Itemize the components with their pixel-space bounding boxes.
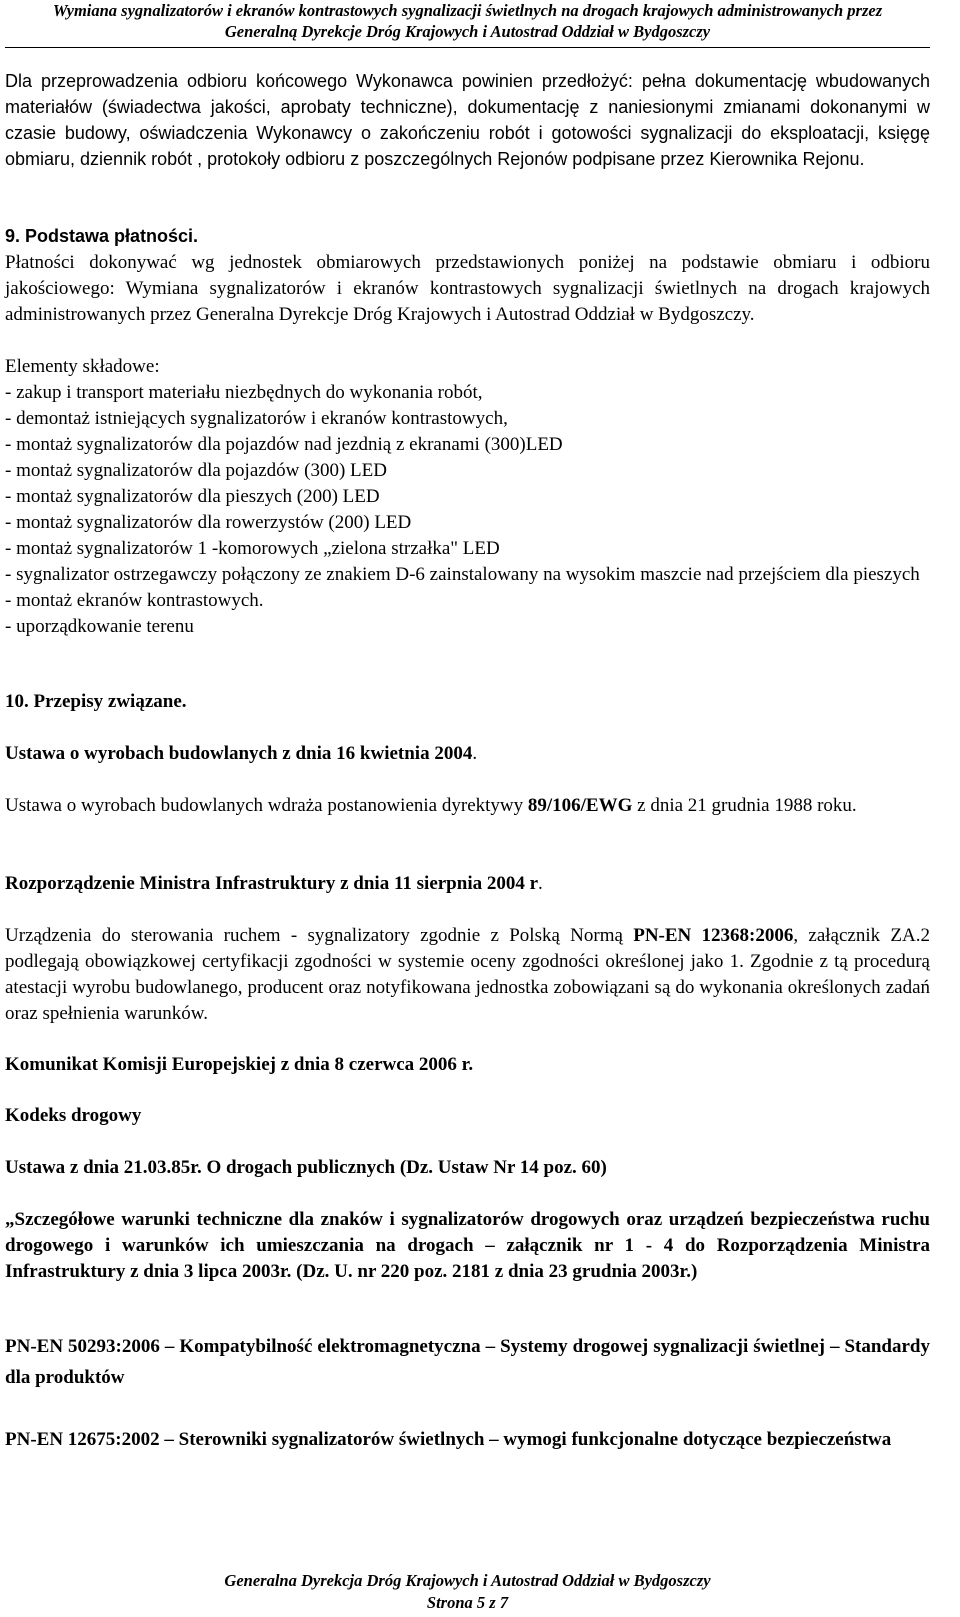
ustawa-text-a: Ustawa o wyrobach budowlanych wdraża postanowienia dyrektywy — [5, 795, 528, 816]
ustawa-1985-title: Ustawa z dnia 21.03.85r. O drogach publicznych (Dz. Ustaw Nr 14 poz. 60) — [5, 1157, 607, 1178]
elements-list — [5, 380, 930, 640]
pn-en-12675: PN-EN 12675:2002 – Sterowniki sygnalizatorów świetlnych – wymogi funkcjonalne dotyczące bezpieczeństwa — [5, 1429, 892, 1450]
header-divider — [5, 47, 930, 48]
section-9-paragraph: Płatności dokonywać wg jednostek obmiarowych przedstawionych poniżej na podstawie obmiaru i odbioru jakościowego: Wymiana sygnalizatorów i ekranów kontrastowych sygnalizacji świetlnych na drogach krajowych administrowanych przez Generalna Dyrekcje Dróg Krajowych i Autostrad Oddział w Bydgoszczy. — [5, 252, 930, 325]
header-line-1: Wymiana sygnalizatorów i ekranów kontrastowych sygnalizacji świetlnych na drogach krajowych administrowanych przez — [52, 1, 883, 20]
list-item: - montaż sygnalizatorów dla pojazdów nad jezdnią z ekranami (300)LED — [5, 434, 563, 455]
list-item: - sygnalizator ostrzegawczy połączony ze znakiem D-6 zainstalowany na wysokim maszcie nad przejściem dla pieszych — [5, 564, 920, 585]
ustawa-title-text: Ustawa o wyrobach budowlanych z dnia 16 kwietnia 2004 — [5, 743, 473, 764]
elements-label: Elementy składowe: — [5, 356, 160, 377]
urzadzenia-text-a: Urządzenia do sterowania ruchem - sygnalizatory zgodnie z Polską Normą — [5, 925, 634, 946]
list-item: - montaż sygnalizatorów dla pojazdów (300) LED — [5, 460, 387, 481]
directive-code: 89/106/EWG — [527, 795, 633, 816]
section-9-heading: 9. Podstawa płatności. — [5, 226, 199, 246]
section-10-heading: 10. Przepisy związane. — [5, 691, 187, 712]
ustawa-paragraph — [5, 793, 930, 819]
header-line-2: Generalną Dyrekcje Dróg Krajowych i Autostrad Oddział w Bydgoszczy — [224, 22, 711, 41]
kodeks-title: Kodeks drogowy — [5, 1105, 142, 1126]
list-item: - montaż ekranów kontrastowych. — [5, 590, 264, 611]
list-item: - zakup i transport materiału niezbędnych do wykonania robót, — [5, 382, 483, 403]
list-item: - demontaż istniejących sygnalizatorów i ekranów kontrastowych, — [5, 408, 508, 429]
ustawa-text-b: z dnia 21 grudnia 1988 roku. — [632, 795, 857, 816]
list-item: - montaż sygnalizatorów dla rowerzystów (200) LED — [5, 512, 412, 533]
rozporzadzenie-dot: . — [538, 873, 543, 894]
intro-paragraph: Dla przeprowadzenia odbioru końcowego Wykonawca powinien przedłożyć: pełna dokumentację wbudowanych materiałów (świadectwa jakości, aprobaty techniczne), dokumentację z naniesionymi zmianami dokonanymi w czasie budowy, oświadczenia Wykonawcy o zakończeniu robót i gotowości sygnalizacji do eksploatacji, księgę obmiaru, dziennik robót , protokoły odbioru z poszczególnych Rejonów podpisane przez Kierownika Rejonu. — [5, 71, 930, 169]
rozporzadzenie-title-text: Rozporządzenie Ministra Infrastruktury z dnia 11 sierpnia 2004 r — [5, 873, 539, 894]
norm-code: PN-EN 12368:2006 — [633, 925, 794, 946]
pn-en-50293: PN-EN 50293:2006 – Kompatybilność elektromagnetyczna – Systemy drogowej sygnalizacji świetlnej – Standardy dla produktów — [5, 1336, 930, 1388]
ustawa-title — [5, 741, 930, 767]
list-item: - montaż sygnalizatorów 1 -komorowych „zielona strzałka" LED — [5, 538, 500, 559]
urzadzenia-text-b: , załącznik ZA.2 podlegają obowiązkowej certyfikacji zgodności w systemie oceny zgodności określonej jako 1. Zgodnie z tą procedurą atestacji wyrobu budowlanego, producent oraz notyfikowana jednostka zobowiązani są do wykonania określonych zadań oraz spełnienia warunków. — [5, 925, 930, 1024]
ustawa-title-dot: . — [472, 743, 478, 764]
komunikat-title: Komunikat Komisji Europejskiej z dnia 8 czerwca 2006 r. — [5, 1054, 474, 1075]
list-item: - montaż sygnalizatorów dla pieszych (200) LED — [5, 486, 380, 507]
szczegolowe-warunki: „Szczegółowe warunki techniczne dla znaków i sygnalizatorów drogowych oraz urządzeń bezpieczeństwa ruchu drogowego i warunków ich umieszczania na drogach – załącznik nr 1 - 4 do Rozporządzenia Ministra Infrastruktury z dnia 3 lipca 2003r. (Dz. U. nr 220 poz. 2181 z dnia 23 grudnia 2003r.) — [5, 1209, 930, 1282]
list-item: - uporządkowanie terenu — [5, 616, 194, 637]
page-footer — [5, 1570, 930, 1614]
urzadzenia-paragraph — [5, 923, 930, 1027]
page-number: Strona 5 z 7 — [426, 1593, 509, 1612]
footer-line-1: Generalna Dyrekcja Dróg Krajowych i Autostrad Oddział w Bydgoszczy — [224, 1571, 711, 1590]
rozporzadzenie-title — [5, 871, 930, 897]
page-header — [5, 0, 930, 42]
